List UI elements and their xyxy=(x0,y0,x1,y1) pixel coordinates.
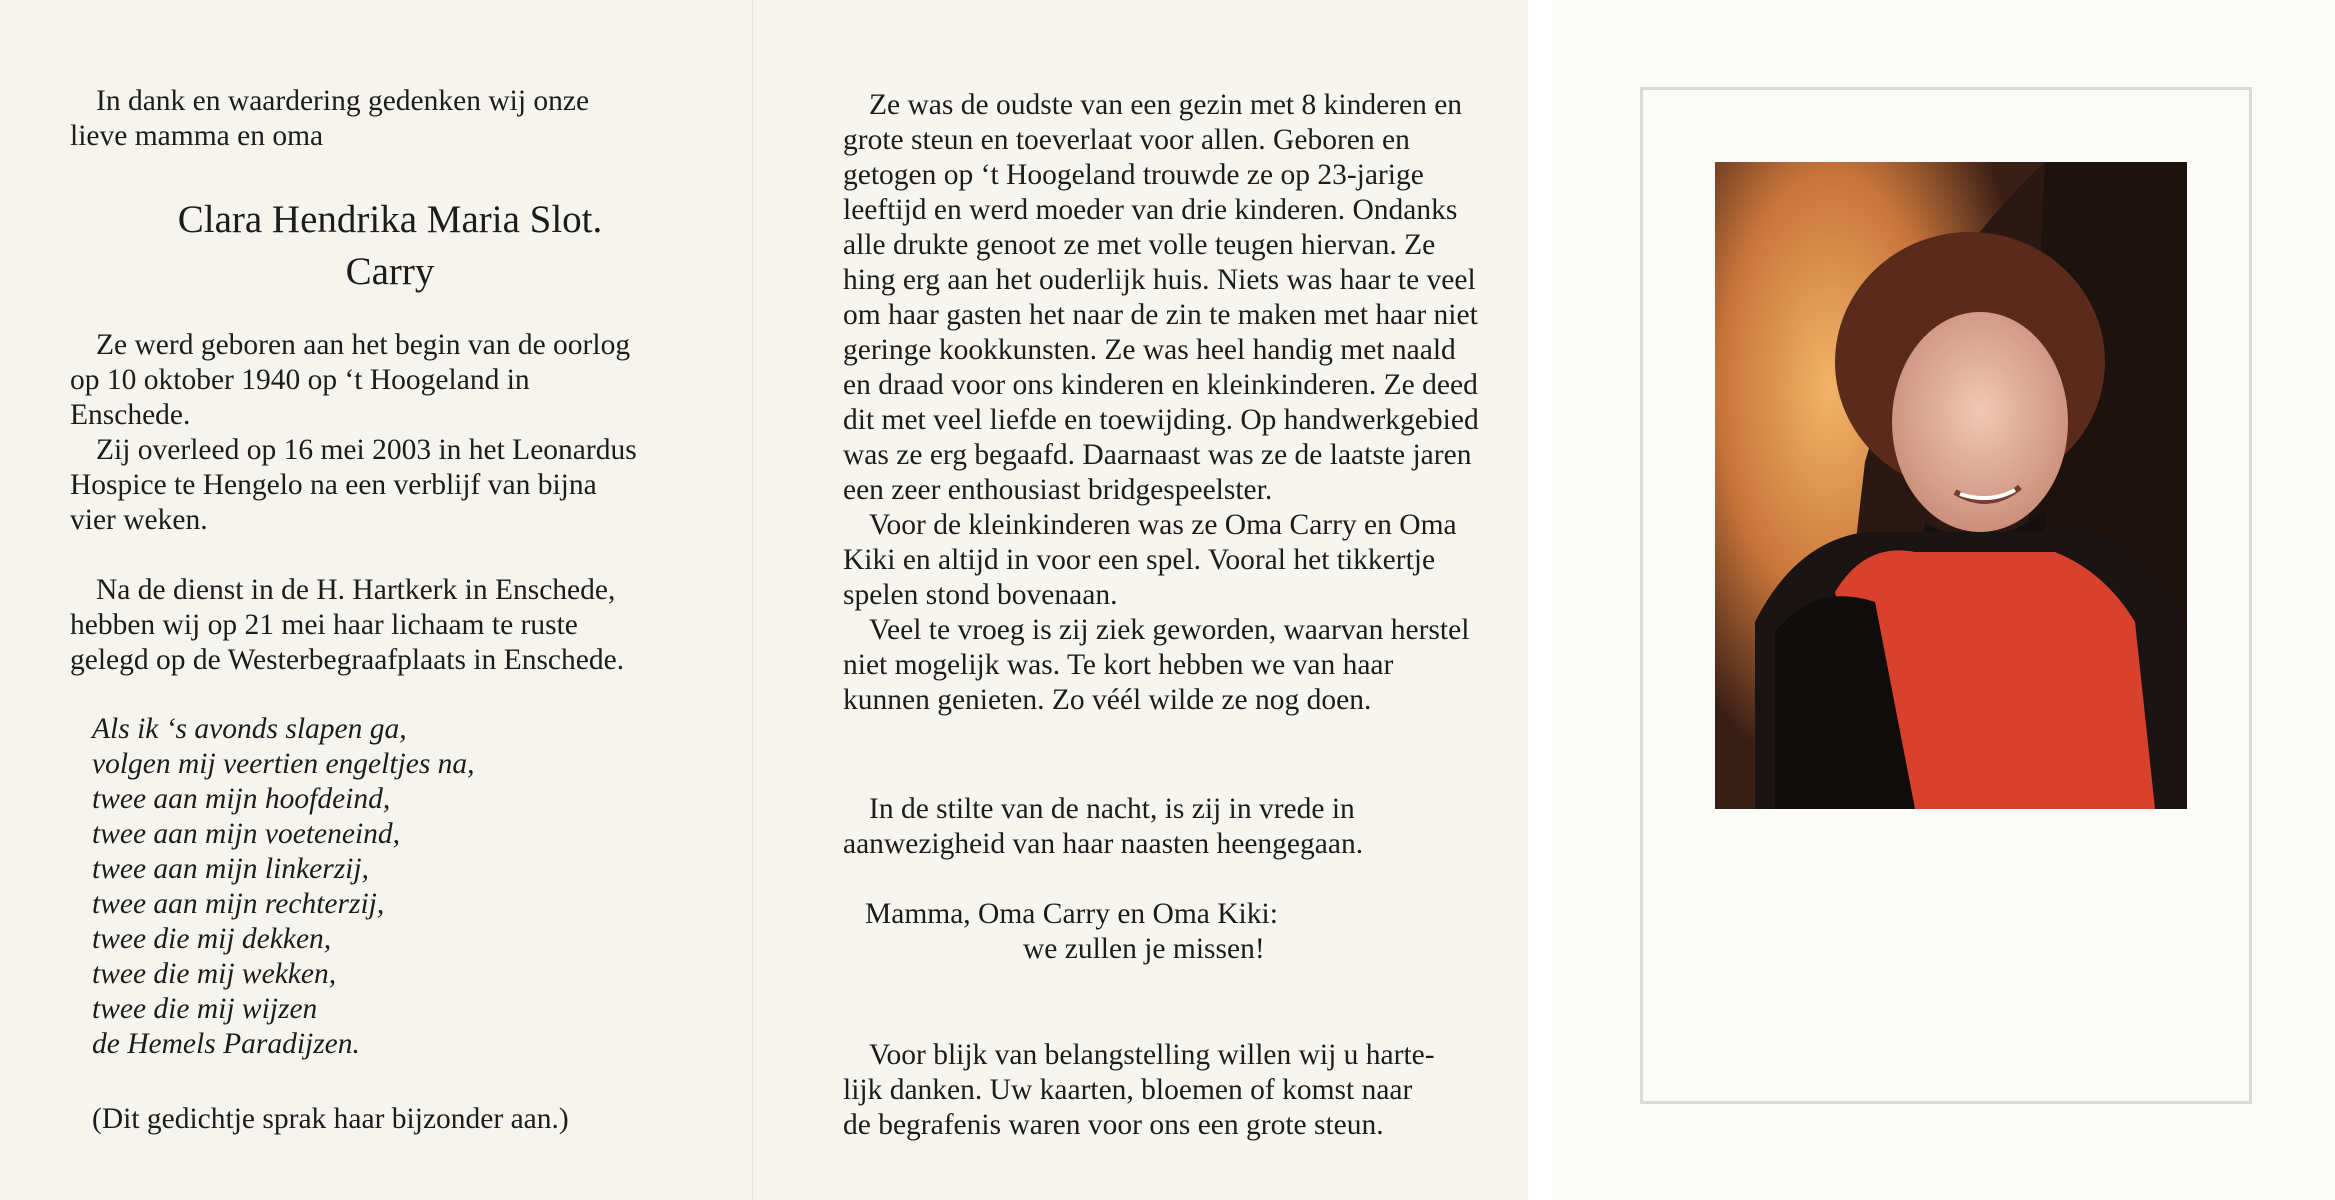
farewell-line: we zullen je missen! xyxy=(1023,933,1265,965)
left-page xyxy=(0,0,752,1200)
poem-note: (Dit gedichtje sprak haar bijzonder aan.) xyxy=(92,1103,569,1135)
passing-text: In de stilte van de nacht, is zij in vrede in aanwezigheid van haar naasten heengegaan. xyxy=(843,793,1364,860)
thanks-text: Voor blijk van belangstelling willen wij u harte- lijk danken. Uw kaarten, bloemen of komst naar de begrafenis waren voor ons een grote steun. xyxy=(843,1039,1435,1141)
portrait-photo xyxy=(1715,162,2187,809)
deceased-name xyxy=(70,194,710,298)
right-page xyxy=(1552,0,2335,1200)
full-name: Clara Hendrika Maria Slot. xyxy=(177,198,603,241)
middle-page xyxy=(752,0,1528,1200)
nickname: Carry xyxy=(345,250,435,293)
intro-text: In dank en waardering gedenken wij onze lieve mamma en oma xyxy=(70,85,590,152)
death-text: Zij overleed op 16 mei 2003 in het Leonardus Hospice te Hengelo na een verblijf van bijna vier weken. xyxy=(70,434,637,536)
card-fold xyxy=(1528,0,1552,1200)
bio-paragraph: Veel te vroeg is zij ziek geworden, waarvan herstel niet mogelijk was. Te kort hebben we van haar kunnen genieten. Zo véél wilde ze nog doen. xyxy=(843,614,1470,716)
poem: Als ik ‘s avonds slapen ga, volgen mij veertien engeltjes na, twee aan mijn hoofdeind, twee aan mijn voeteneind, twee aan mijn linkerzij, twee aan mijn rechterzij, twee die mij dekken, twee die mij wekken, twee die mij wijzen de Hemels Paradijzen. xyxy=(92,713,475,1060)
biography xyxy=(843,88,1483,718)
farewell-line: Mamma, Oma Carry en Oma Kiki: xyxy=(865,898,1278,930)
funeral-text: Na de dienst in de H. Hartkerk in Enschede, hebben wij op 21 mei haar lichaam te ruste gelegd op de Westerbegraafplaats in Enschede. xyxy=(70,574,625,676)
portrait-illustration xyxy=(1715,162,2187,809)
bio-paragraph: Voor de kleinkinderen was ze Oma Carry en Oma Kiki en altijd in voor een spel. Vooral het tikkertje spelen stond bovenaan. xyxy=(843,509,1457,611)
bio-paragraph: Ze was de oudste van een gezin met 8 kinderen en grote steun en toeverlaat voor allen. Geboren en getogen op ‘t Hoogeland trouwde ze op 23-jarige leeftijd en werd moeder van drie kinderen. Ondanks alle drukte genoot ze met volle teugen hiervan. Ze hing erg aan het ouderlijk huis. Niets was haar te veel om haar gasten het naar de zin te maken met haar niet geringe kookkunsten. Ze was heel handig met naald en draad voor ons kinderen en kleinkinderen. Ze deed dit met veel liefde en toewijding. Op handwerkgebied was ze erg begaafd. Daarnaast was ze de laatste jaren een zeer enthousiast bridgespeelster. xyxy=(843,89,1479,506)
birth-text: Ze werd geboren aan het begin van de oorlog op 10 oktober 1940 op ‘t Hoogeland in Enschede. xyxy=(70,329,631,431)
